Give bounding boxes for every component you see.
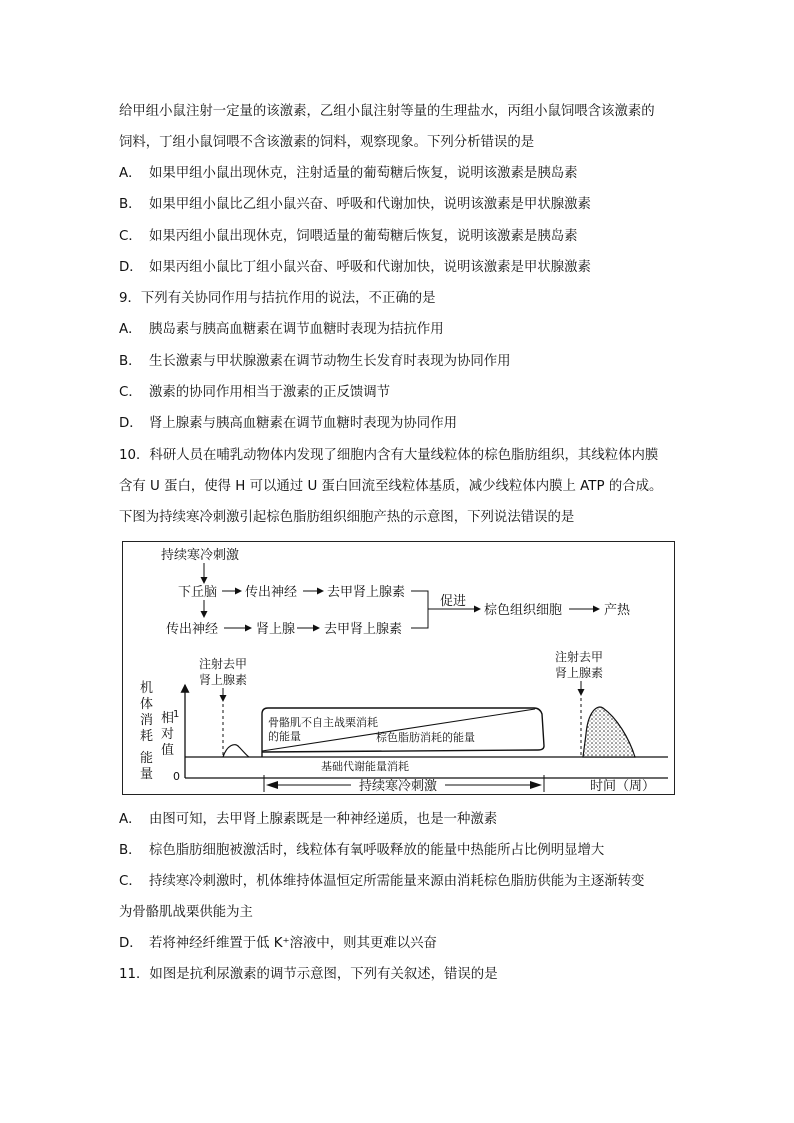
svg-text:值: 值: [161, 743, 175, 758]
q10-option-a: A． 由图可知，去甲肾上腺素既是一种神经递质，也是一种激素: [119, 812, 498, 827]
svg-text:相: 相: [161, 711, 175, 726]
svg-text:耗: 耗: [140, 729, 154, 744]
svg-text:量: 量: [140, 767, 154, 782]
q8-option-d: D． 如果丙组小鼠比丁组小鼠兴奋、呼吸和代谢加快，说明该激素是甲状腺激素: [119, 260, 591, 275]
q10-option-c: C． 持续寒冷刺激时，机体维持体温恒定所需能量来源由消耗棕色脂肪供能为主逐渐转变: [119, 874, 645, 889]
q9-option-d: D． 肾上腺素与胰高血糖素在调节血糖时表现为协同作用: [119, 416, 457, 431]
q8-option-c: C． 如果丙组小鼠出现休克，饲喂适量的葡萄糖后恢复，说明该激素是胰岛素: [119, 229, 578, 244]
intro-line-1: 给甲组小鼠注射一定量的该激素，乙组小鼠注射等量的生理盐水，丙组小鼠饲喂含该激素的: [119, 104, 655, 119]
q9-stem: 9．下列有关协同作用与拮抗作用的说法，不正确的是: [119, 291, 436, 306]
svg-text:体: 体: [140, 697, 154, 712]
second-injection-hump: [583, 707, 635, 757]
q8-option-a: A． 如果甲组小鼠出现休克，注射适量的葡萄糖后恢复，说明该激素是胰岛素: [119, 166, 578, 181]
q9-option-b: B． 生长激素与甲状腺激素在调节动物生长发育时表现为协同作用: [119, 354, 511, 369]
y-axis-outer-label: [140, 680, 153, 782]
q10-stem-line-3: 下图为持续寒冷刺激引起棕色脂肪组织细胞产热的示意图，下列说法错误的是: [119, 510, 575, 525]
q10-option-c-continued: 为骨骼肌战栗供能为主: [119, 905, 253, 920]
adrenal-gland-label: 肾上腺: [256, 622, 296, 637]
q9-option-a: A． 胰岛素与胰高血糖素在调节血糖时表现为拮抗作用: [119, 322, 444, 337]
q8-option-b: B． 如果甲组小鼠比乙组小鼠兴奋、呼吸和代谢加快，说明该激素是甲状腺激素: [119, 197, 591, 212]
q10-stem-line-2: 含有 U 蛋白，使得 H 可以通过 U 蛋白回流至线粒体基质，减少线粒体内膜上 ATP 的合成。: [119, 479, 663, 494]
sustained-cold-label: 持续寒冷刺激: [359, 779, 438, 794]
brown-cell-label: 棕色组织细胞: [484, 603, 563, 618]
injection-2-label-line-2: 肾上腺素: [555, 666, 604, 680]
efferent-nerve-1-label: 传出神经: [245, 585, 298, 600]
cold-stimulus-label: 持续寒冷刺激: [161, 548, 240, 563]
hypothalamus-label: 下丘脑: [178, 585, 218, 600]
injection-2-label-line-1: 注射去甲: [555, 650, 604, 664]
basal-label: 基础代谢能量消耗: [321, 760, 409, 773]
tick-0-label: 0: [173, 770, 180, 783]
cold-span-left-arrowhead: [266, 781, 278, 789]
tick-1-label: 1: [173, 709, 180, 720]
q10-option-d: D． 若将神经纤维置于低 K⁺溶液中，则其更难以兴奋: [119, 936, 437, 951]
injection-1-label-line-1: 注射去甲: [199, 657, 248, 671]
q10-option-b: B． 棕色脂肪细胞被激活时，线粒体有氧呼吸释放的能量中热能所占比例明显增大: [119, 843, 605, 858]
first-injection-bump: [223, 745, 249, 757]
muscle-shiver-label-2: 的能量: [268, 730, 301, 743]
brown-fat-label: 棕色脂肪消耗的能量: [376, 731, 475, 744]
injection-1-label-line-2: 肾上腺素: [199, 673, 248, 687]
muscle-shiver-label-1: 骨骼肌不自主战栗消耗: [268, 716, 378, 729]
time-axis-label: 时间（周）: [590, 779, 656, 794]
efferent-nerve-2-label: 传出神经: [166, 622, 219, 637]
promote-label: 促进: [440, 594, 467, 609]
svg-text:机: 机: [140, 681, 154, 696]
norepinephrine-1-label: 去甲肾上腺素: [327, 585, 406, 600]
q9-option-c: C． 激素的协同作用相当于激素的正反馈调节: [119, 385, 391, 400]
intro-line-2: 饲料，丁组小鼠饲喂不含该激素的饲料，观察现象。下列分析错误的是: [119, 135, 535, 150]
cold-span-right-arrowhead: [530, 781, 542, 789]
q10-stem-line-1: 10．科研人员在哺乳动物体内发现了细胞内含有大量线粒体的棕色脂肪组织，其线粒体内膜: [119, 448, 659, 463]
norepinephrine-2-label: 去甲肾上腺素: [324, 622, 403, 637]
svg-text:对: 对: [161, 727, 175, 742]
q11-stem: 11．如图是抗利尿激素的调节示意图，下列有关叙述，错误的是: [119, 967, 498, 982]
svg-text:消: 消: [140, 713, 154, 728]
brown-fat-figure: [122, 541, 675, 795]
bracket: [411, 591, 428, 628]
svg-text:能: 能: [140, 751, 154, 766]
heat-label: 产热: [604, 603, 631, 618]
